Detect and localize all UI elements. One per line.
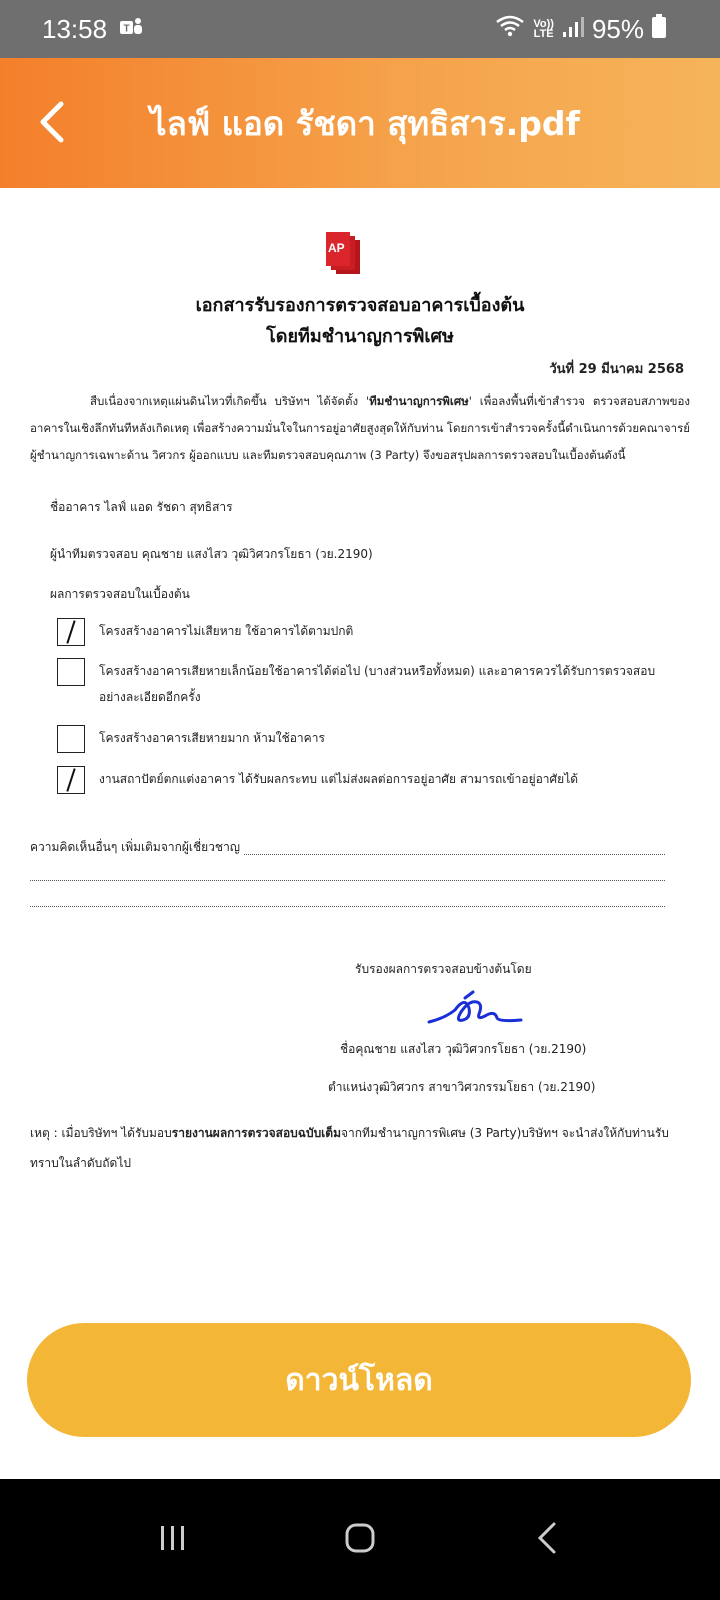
pdf-document[interactable] — [0, 188, 720, 1308]
lte-label: LTE — [533, 28, 554, 40]
intro-text-1: สืบเนื่องจากเหตุแผ่นดินไหวที่เกิดขึ้น บริษัทฯ ได้จัดตั้ง ' — [90, 394, 370, 408]
recent-apps-button[interactable] — [143, 1510, 203, 1570]
nav-back-button[interactable] — [517, 1510, 577, 1570]
svg-text:AP: AP — [328, 241, 345, 255]
signature-image — [425, 988, 525, 1032]
recent-apps-icon — [158, 1523, 188, 1557]
note-paragraph — [30, 1118, 690, 1178]
status-left — [42, 14, 143, 45]
checklist-label: โครงสร้างอาคารเสียหายมาก ห้ามใช้อาคาร — [99, 731, 325, 745]
chevron-left-icon — [37, 100, 67, 148]
comment-label: ความคิดเห็นอื่นๆ เพิ่มเติมจากผู้เชี่ยวชาญ — [30, 838, 244, 857]
back-icon — [536, 1521, 558, 1559]
status-time: 13:58 — [42, 13, 108, 44]
volte-indicator — [533, 19, 554, 39]
note-text-1: เหตุ : เมื่อบริษัทฯ ได้รับมอบ — [30, 1126, 172, 1140]
home-icon — [344, 1522, 376, 1558]
checkbox-checked — [57, 766, 85, 794]
status-right — [495, 14, 666, 45]
teams-icon — [119, 14, 143, 45]
back-button[interactable] — [24, 96, 80, 152]
checkbox-checked — [57, 618, 85, 646]
home-button[interactable] — [330, 1510, 390, 1570]
certified-by: รับรองผลการตรวจสอบข้างต้นโดย — [355, 962, 532, 976]
status-bar — [0, 0, 720, 58]
inspector-name: ผู้นำทีมตรวจสอบ คุณชาย แสงไสว วุฒิวิศวกรโยธา (วย.2190) — [50, 547, 373, 561]
page-title: ไลฟ์ แอด รัชดา สุทธิสาร.pdf — [150, 104, 580, 143]
checklist-item — [57, 725, 679, 753]
wifi-icon — [495, 14, 525, 45]
download-button[interactable]: ดาวน์โหลด — [27, 1323, 691, 1437]
checklist-item — [57, 618, 679, 646]
checkbox-unchecked — [57, 725, 85, 753]
checklist-label: โครงสร้างอาคารเสียหายเล็กน้อยใช้อาคารได้ต่อไป (บางส่วนหรือทั้งหมด) และอาคารควรได้รับการตรวจสอบอย่างละเอียดอีกครั้ง — [99, 664, 656, 704]
building-name: ชื่ออาคาร ไลฟ์ แอด รัชดา สุทธิสาร — [50, 500, 233, 514]
volte-label: Vo)) — [533, 18, 554, 30]
note-text-2: จากทีมชำนาญการพิเศษ (3 Party)บริษัทฯ จะนำส่งให้กับท่านรับทราบในลำดับถัดไป — [30, 1126, 669, 1170]
comment-line — [30, 906, 665, 907]
battery-icon — [652, 14, 666, 45]
note-text-bold: รายงานผลการตรวจสอบฉบับเต็ม — [171, 1126, 341, 1140]
doc-title-line2: โดยทีมชำนาญการพิเศษ — [266, 326, 454, 347]
signer-position: ตำแหน่งวุฒิวิศวกร สาขาวิศวกรรมโยธา (วย.2190) — [328, 1080, 596, 1094]
app-header — [0, 58, 720, 188]
doc-date: วันที่ 29 มีนาคม 2568 — [549, 362, 684, 377]
results-label: ผลการตรวจสอบในเบื้องต้น — [50, 587, 190, 601]
signal-icon — [562, 14, 584, 45]
checklist-label: โครงสร้างอาคารไม่เสียหาย ใช้อาคารได้ตามปกติ — [99, 624, 354, 638]
system-nav-bar — [0, 1479, 720, 1600]
svg-text:T: T — [123, 23, 130, 34]
checkbox-unchecked — [57, 658, 85, 686]
checklist-item — [57, 658, 679, 710]
signer-name: ชื่อคุณชาย แสงไสว วุฒิวิศวกรโยธา (วย.2190) — [340, 1042, 587, 1056]
intro-paragraph — [30, 388, 690, 469]
checklist-label: งานสถาปัตย์ตกแต่งอาคาร ได้รับผลกระทบ แต่ไม่ส่งผลต่อการอยู่อาศัย สามารถเข้าอยู่อาศัยได้ — [99, 772, 579, 786]
comment-line — [30, 880, 665, 881]
battery-percent: 95% — [591, 13, 644, 44]
doc-title-line1: เอกสารรับรองการตรวจสอบอาคารเบื้องต้น — [195, 295, 525, 316]
intro-text-2: ' เพื่อลงพื้นที่เข้าสำรวจ ตรวจสอบสภาพของอาคารในเชิงลึกทันทีหลังเกิดเหตุ เพื่อสร้างความมั่นใจในการอยู่อาศัยสูงสุดให้กับท่าน โดยการเข้าสำรวจครั้งนี้ดำเนินการด้วยคณาจารย์ผู้ชำนาญการเฉพาะด้าน วิศวกร ผู้ออกแบบ และทีมตรวจสอบคุณภาพ (3 Party) จึงขอสรุปผลการตรวจสอบในเบื้องต้นดังนี้ — [30, 394, 690, 462]
intro-text-bold: ทีมชำนาญการพิเศษ — [369, 394, 469, 408]
ap-logo — [326, 232, 362, 278]
checklist-item — [57, 766, 679, 794]
